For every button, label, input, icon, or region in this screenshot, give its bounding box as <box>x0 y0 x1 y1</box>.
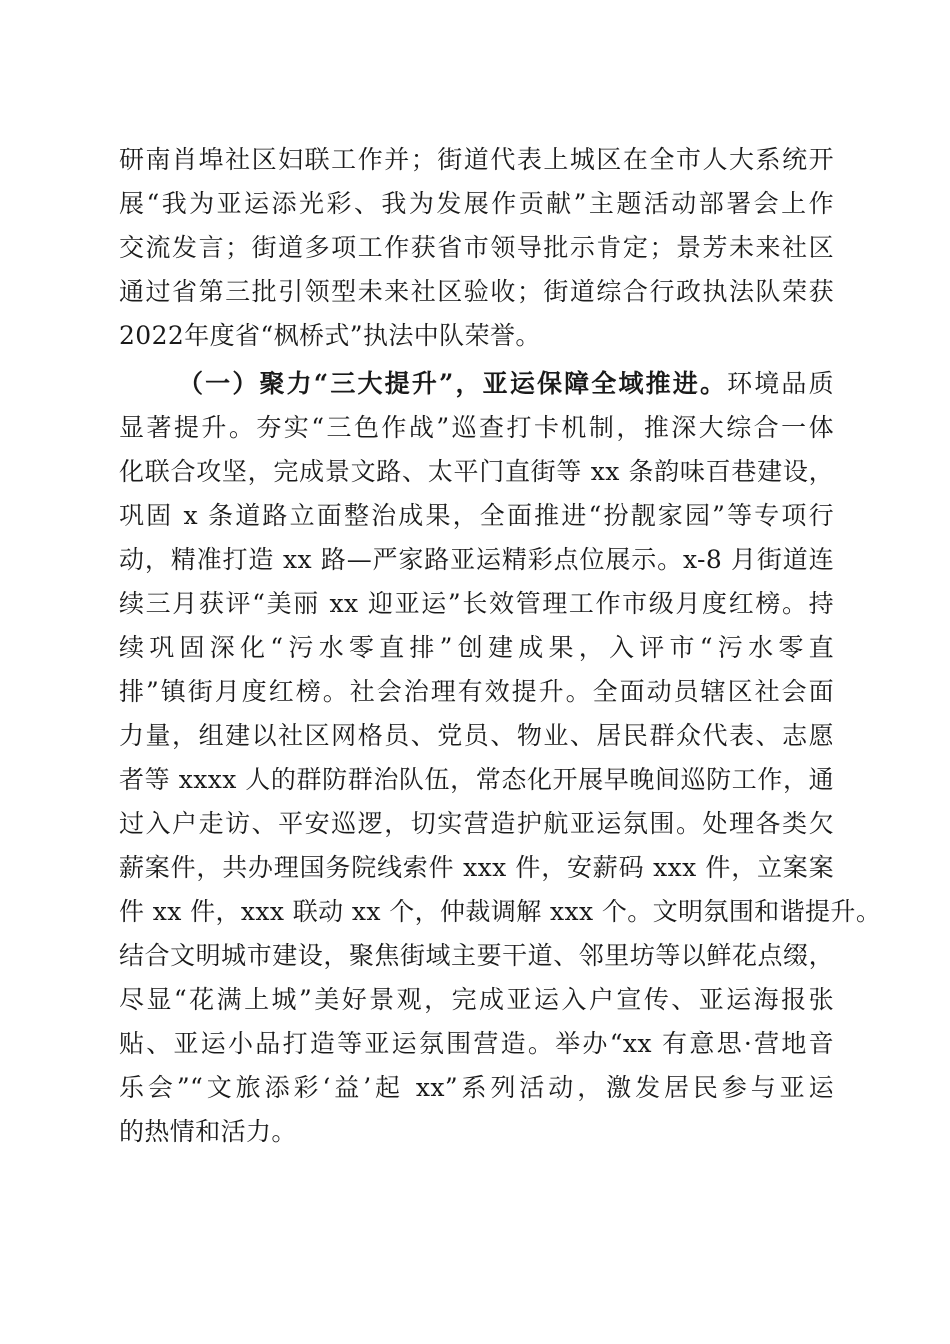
paragraph-2-line: 薪案件，共办理国务院线索件 xxx 件，安薪码 xxx 件，立案案 <box>119 853 834 882</box>
paragraph-2-line: 排”镇街月度红榜。社会治理有效提升。全面动员辖区社会面 <box>119 677 834 706</box>
paragraph-2-line: 结合文明城市建设，聚焦街域主要干道、邻里坊等以鲜花点缀， <box>119 941 834 970</box>
paragraph-1-line-4: 通过省第三批引领型未来社区验收；街道综合行政执法队荣获 <box>119 277 834 306</box>
paragraph-2-line: 巩固 x 条道路立面整治成果，全面推进“扮靓家园”等专项行 <box>119 501 834 530</box>
paragraph-2-line: 化联合攻坚，完成景文路、太平门直街等 xx 条韵味百巷建设， <box>119 457 834 486</box>
paragraph-2-line: 续巩固深化“污水零直排”创建成果，入评市“污水零直 <box>119 633 834 662</box>
section-heading: （一）聚力“三大提升”，亚运保障全域推进。 <box>178 369 728 398</box>
paragraph-1-line-1: 研南肖埠社区妇联工作并；街道代表上城区在全市人大系统开 <box>119 145 834 174</box>
paragraph-1-line-3: 交流发言；街道多项工作获省市领导批示肯定；景芳未来社区 <box>119 233 834 262</box>
paragraph-2-line: 尽显“花满上城”美好景观，完成亚运入户宣传、亚运海报张 <box>119 985 834 1014</box>
paragraph-1-line-2: 展“我为亚运添光彩、我为发展作贡献”主题活动部署会上作 <box>119 189 834 218</box>
paragraph-2-line: 件 xx 件，xxx 联动 xx 个，仲裁调解 xxx 个。文明氛围和谐提升。 <box>119 897 882 926</box>
paragraph-2-line: 续三月获评“美丽 xx 迎亚运”长效管理工作市级月度红榜。持 <box>119 589 834 618</box>
paragraph-2-line: 力量，组建以社区网格员、党员、物业、居民群众代表、志愿 <box>119 721 834 750</box>
paragraph-2-line: 动，精准打造 xx 路—严家路亚运精彩点位展示。x-8 月街道连 <box>119 545 834 574</box>
paragraph-2-line: 显著提升。夯实“三色作战”巡查打卡机制，推深大综合一体 <box>119 413 834 442</box>
paragraph-2-line-last: 的热情和活力。 <box>119 1117 297 1146</box>
paragraph-2-line-1-rest: 环境品质 <box>727 369 834 398</box>
paragraph-2-line: 者等 xxxx 人的群防群治队伍，常态化开展早晚间巡防工作，通 <box>119 765 834 794</box>
paragraph-2-line: 过入户走访、平安巡逻，切实营造护航亚运氛围。处理各类欠 <box>119 809 834 838</box>
paragraph-2-line-1 <box>178 362 834 406</box>
paragraph-2-line: 贴、亚运小品打造等亚运氛围营造。举办“xx 有意思·营地音 <box>119 1029 834 1058</box>
paragraph-2-line: 乐会”“文旅添彩‘益’起 xx”系列活动，激发居民参与亚运 <box>119 1073 834 1102</box>
paragraph-1-line-5: 2022年度省“枫桥式”执法中队荣誉。 <box>119 321 541 350</box>
